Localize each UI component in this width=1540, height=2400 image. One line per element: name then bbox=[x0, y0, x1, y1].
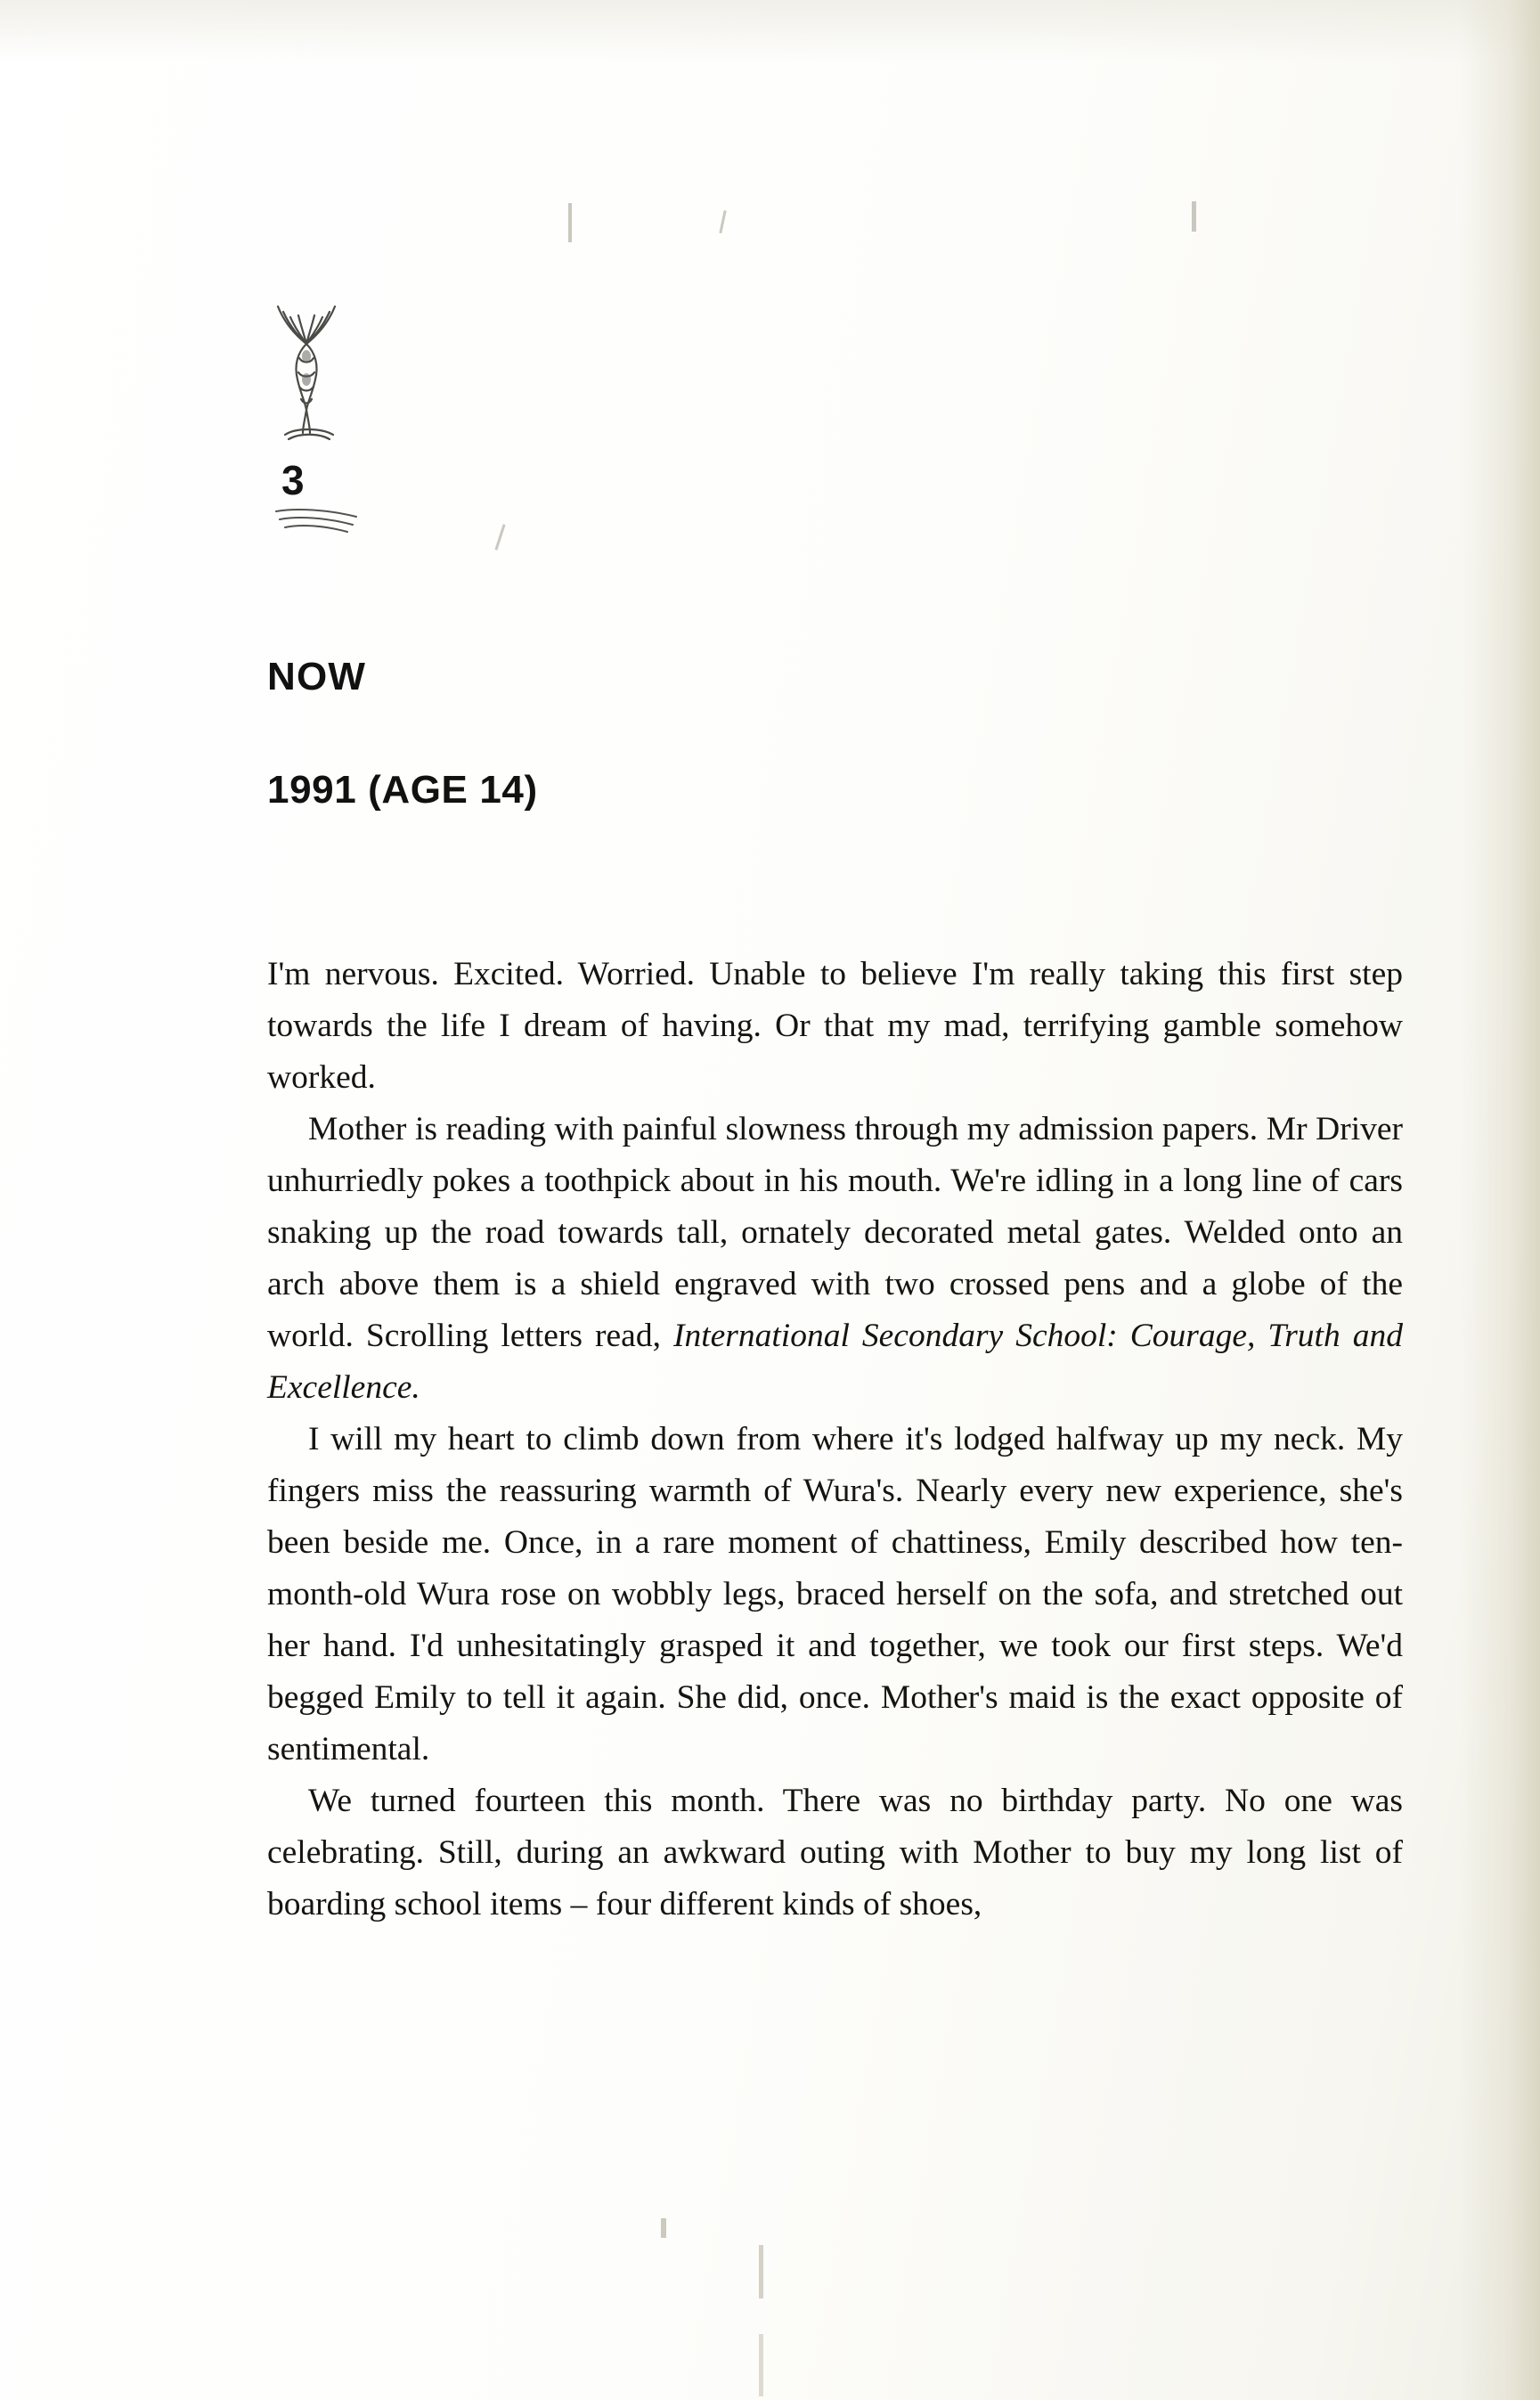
section-heading-now: NOW bbox=[267, 655, 367, 698]
section-heading-year: 1991 (AGE 14) bbox=[267, 768, 538, 812]
paragraph-1: I'm nervous. Excited. Worried. Unable to believe I'm really taking this first step towards the life I dream of having. Or that my mad, terrifying gamble somehow worked. bbox=[267, 956, 1403, 1096]
body-text bbox=[267, 949, 1403, 1931]
scan-artifact-footer-3 bbox=[759, 2334, 763, 2396]
scan-artifact-footer-1 bbox=[661, 2218, 666, 2238]
paragraph-3: I will my heart to climb down from where it's lodged halfway up my neck. My fingers miss the reassuring warmth of Wura's. Nearly every new experience, she's been beside me. Once, in a rare moment of chattiness, Emily described how ten-month-old Wura rose on wobbly legs, braced herself on the sofa, and stretched out her hand. I'd unhesitatingly grasped it and together, we took our first steps. We'd begged Emily to tell it again. She did, once. Mother's maid is the exact opposite of sentimental. bbox=[267, 1421, 1403, 1767]
scan-artifact-top-right bbox=[1192, 201, 1196, 232]
fish-tail-ornament-icon bbox=[258, 294, 365, 463]
chapter-marker bbox=[258, 294, 436, 536]
school-motto-italic: International Secondary School: Courage, Truth and Excellence. bbox=[267, 1318, 1403, 1406]
chapter-underline-ornament-icon bbox=[273, 506, 362, 536]
scan-artifact-footer-2 bbox=[759, 2245, 763, 2298]
scan-artifact-top-left bbox=[568, 203, 572, 242]
paragraph-2 bbox=[267, 1104, 1403, 1414]
chapter-number: 3 bbox=[281, 457, 306, 503]
paragraph-2-text: Mother is reading with painful slowness through my admission papers. Mr Driver unhurriedly pokes a toothpick about in his mouth. We're idling in a long line of cars snaking up the road towards tall, ornately decorated metal gates. Welded onto an arch above them is a shield engraved with two crossed pens and a globe of the world. Scrolling letters read, bbox=[267, 1111, 1403, 1354]
paragraph-4: We turned fourteen this month. There was no birthday party. No one was celebrating. Still, during an awkward outing with Mother to buy my long list of boarding school items – four different kinds of shoes, bbox=[267, 1783, 1403, 1922]
